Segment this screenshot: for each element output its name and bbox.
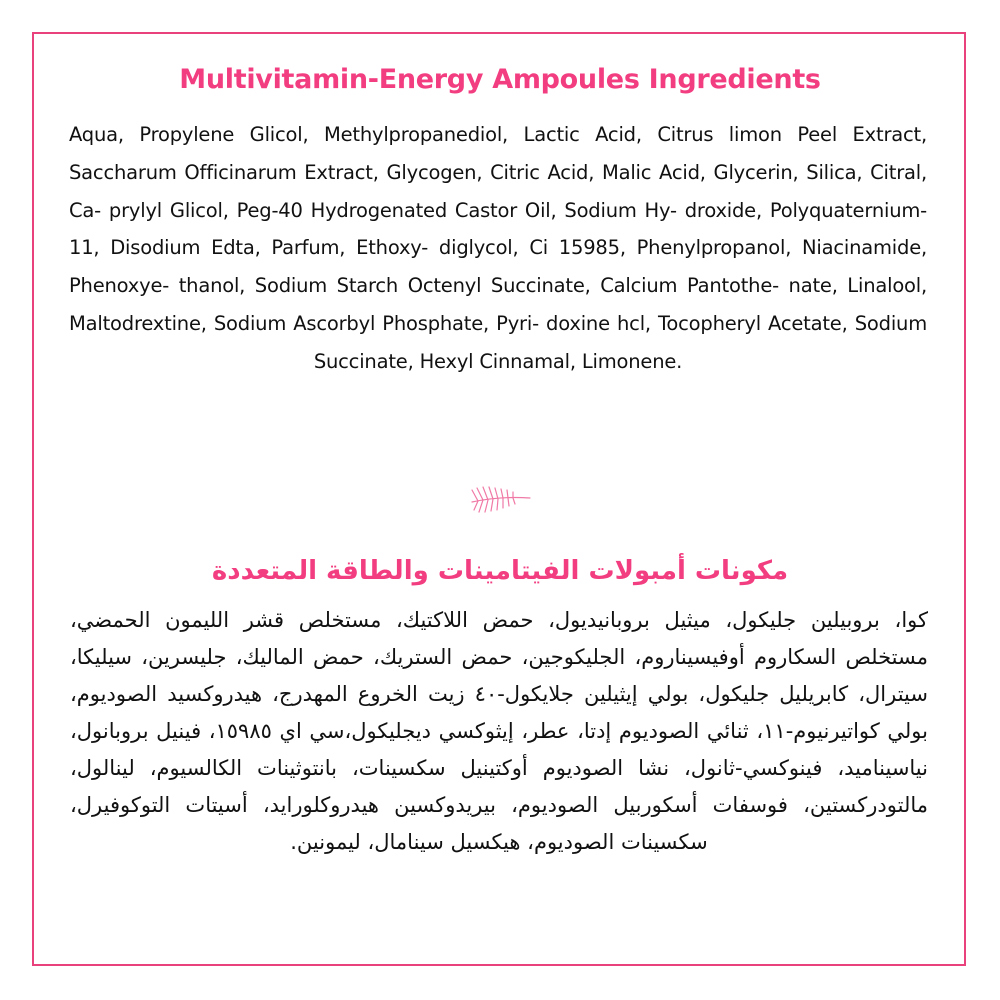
arabic-ingredients: كوا، بروبيلين جليكول، ميثيل بروبانيديول، حمض اللاكتيك، مستخلص قشر الليمون الحمضي، مستخلص السكاروم أوفيسيناروم، الجليكوجين، حمض الستريك، حمض الماليك، جليسرين، سيليكا، سيترال، كابريليل جليكول، بولي إيثيلين جلايكول-٤٠ زيت الخروع المهدرج، هيدروكسيد الصوديوم، بولي كواتيرنيوم-١١، ثنائي الصوديوم إدتا، عطر، إيثوكسي ديجليكول،سي اي ١٥٩٨٥، فينيل بروبانول، نياسيناميد، فينوكسي-ثانول، نشا الصوديوم أوكتينيل سكسينات، بانتوثينات الكالسيوم، لينالول، مالتودركستين، فوسفات أسكوربيل الصوديوم، بيريدوكسين هيدروكلورايد، أسيتات التوكوفيرل، سكسينات الصوديوم، هيكسيل سينامال، ليمونين. [70,608,928,854]
english-title: Multivitamin-Energy Ampoules Ingredients [179,64,821,95]
leaf-icon [468,482,532,516]
english-ingredients: Aqua, Propylene Glicol, Methylpropanediol, Lactic Acid, Citrus limon Peel Extract, Saccharum Officinarum Extract, Glycogen, Citric Acid, Malic Acid, Glycerin, Silica, Citral, Ca- prylyl Glicol, Peg-40 Hydrogenated Castor Oil, Sodium Hy- droxide, Polyquaternium-11, Disodium Edta, Parfum, Ethoxy- diglycol, Ci 15985, Phenylpropanol, Niacinamide, Phenoxye- thanol, Sodium Starch Octenyl Succinate, Calcium Pantothe- nate, Linalool, Maltodrextine, Sodium Ascorbyl Phosphate, Pyri- doxine hcl, Tocopheryl Acetate, Sodium Succinate, Hexyl Cinnamal, Limonene. [69,123,927,373]
arabic-title: مكونات أمبولات الفيتامينات والطاقة المتعددة [211,556,789,586]
